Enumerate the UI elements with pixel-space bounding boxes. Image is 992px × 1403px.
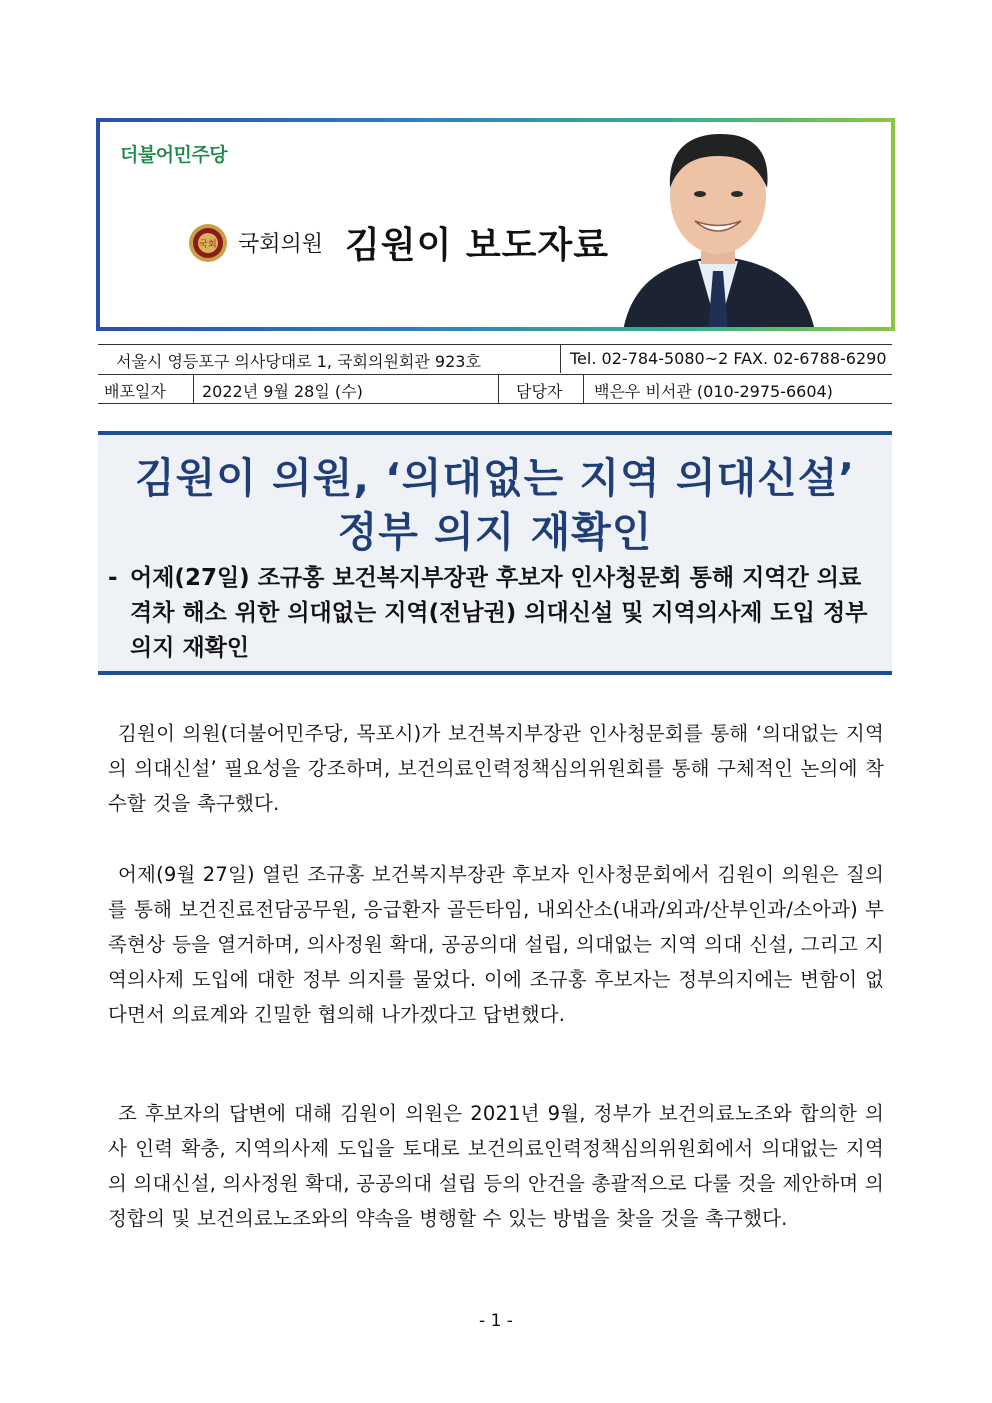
manager-value: 백은우 비서관 (010-2975-6604) <box>594 382 833 401</box>
title-row <box>188 217 609 268</box>
press-release-banner <box>96 118 895 331</box>
divider <box>583 375 584 403</box>
subheadline-dash: - <box>108 565 118 591</box>
info-row-date <box>98 374 892 404</box>
contact-text: Tel. 02-784-5080~2 FAX. 02-6788-6290 <box>570 349 887 368</box>
divider <box>560 345 561 373</box>
party-logo: 더불어민주당 <box>120 144 228 166</box>
headline-line-2: 정부 의지 재확인 <box>337 508 653 556</box>
lawmaker-portrait-image <box>553 126 883 327</box>
subheadline <box>108 561 878 666</box>
date-label: 배포일자 <box>104 382 166 401</box>
banner-inner <box>100 122 891 327</box>
page-number: - 1 - <box>479 1311 513 1331</box>
info-row-address <box>98 344 892 373</box>
release-title: 김원이 보도자료 <box>345 225 609 266</box>
divider <box>193 375 194 403</box>
headline-line-1: 김원이 의원, ‘의대없는 지역 의대신설’ <box>135 454 855 502</box>
address-text: 서울시 영등포구 의사당대로 1, 국회의원회관 923호 <box>116 352 481 371</box>
divider <box>498 375 499 403</box>
body-paragraph-2: 어제(9월 27일) 열린 조규홍 보건복지부장관 후보자 인사청문회에서 김원이 의원은 질의를 통해 보건진료전담공무원, 응급환자 골든타임, 내외산소(내과/외과/산부인과/소아과) 부족현상 등을 열거하며, 의사정원 확대, 공공의대 설립, 의대없는 지역 의대 신설, 그리고 지역의사제 도입에 대한 정부 의지를 물었다. 이에 조규홍 후보자는 정부의지에는 변함이 없다면서 의료계와 긴밀한 협의해 나가겠다고 답변했다. <box>108 863 884 1026</box>
manager-label: 담당자 <box>516 382 563 401</box>
date-value: 2022년 9월 28일 (수) <box>202 382 363 401</box>
headline-box <box>98 431 892 675</box>
national-assembly-seal-icon <box>188 223 228 263</box>
body-paragraph-1: 김원이 의원(더불어민주당, 목포시)가 보건복지부장관 인사청문회를 통해 ‘의대없는 지역의 의대신설’ 필요성을 강조하며, 보건의료인력정책심의위원회를 통해 구체적인 논의에 착수할 것을 촉구했다. <box>108 722 884 815</box>
member-label: 국회의원 <box>238 232 324 257</box>
subheadline-text: 어제(27일) 조규홍 보건복지부장관 후보자 인사청문회 통해 지역간 의료격차 해소 위한 의대없는 지역(전남권) 의대신설 및 지역의사제 도입 정부의지 재확인 <box>130 565 868 661</box>
body-paragraph-3: 조 후보자의 답변에 대해 김원이 의원은 2021년 9월, 정부가 보건의료노조와 합의한 의사 인력 확충, 지역의사제 도입을 토대로 보건의료인력정책심의위원회에서 의대없는 지역의 의대신설, 의사정원 확대, 공공의대 설립 등의 안건을 총괄적으로 다룰 것을 제안하며 의정합의 및 보건의료노조와의 약속을 병행할 수 있는 방법을 찾을 것을 촉구했다. <box>108 1102 884 1230</box>
seal-text: 국회 <box>199 239 217 250</box>
